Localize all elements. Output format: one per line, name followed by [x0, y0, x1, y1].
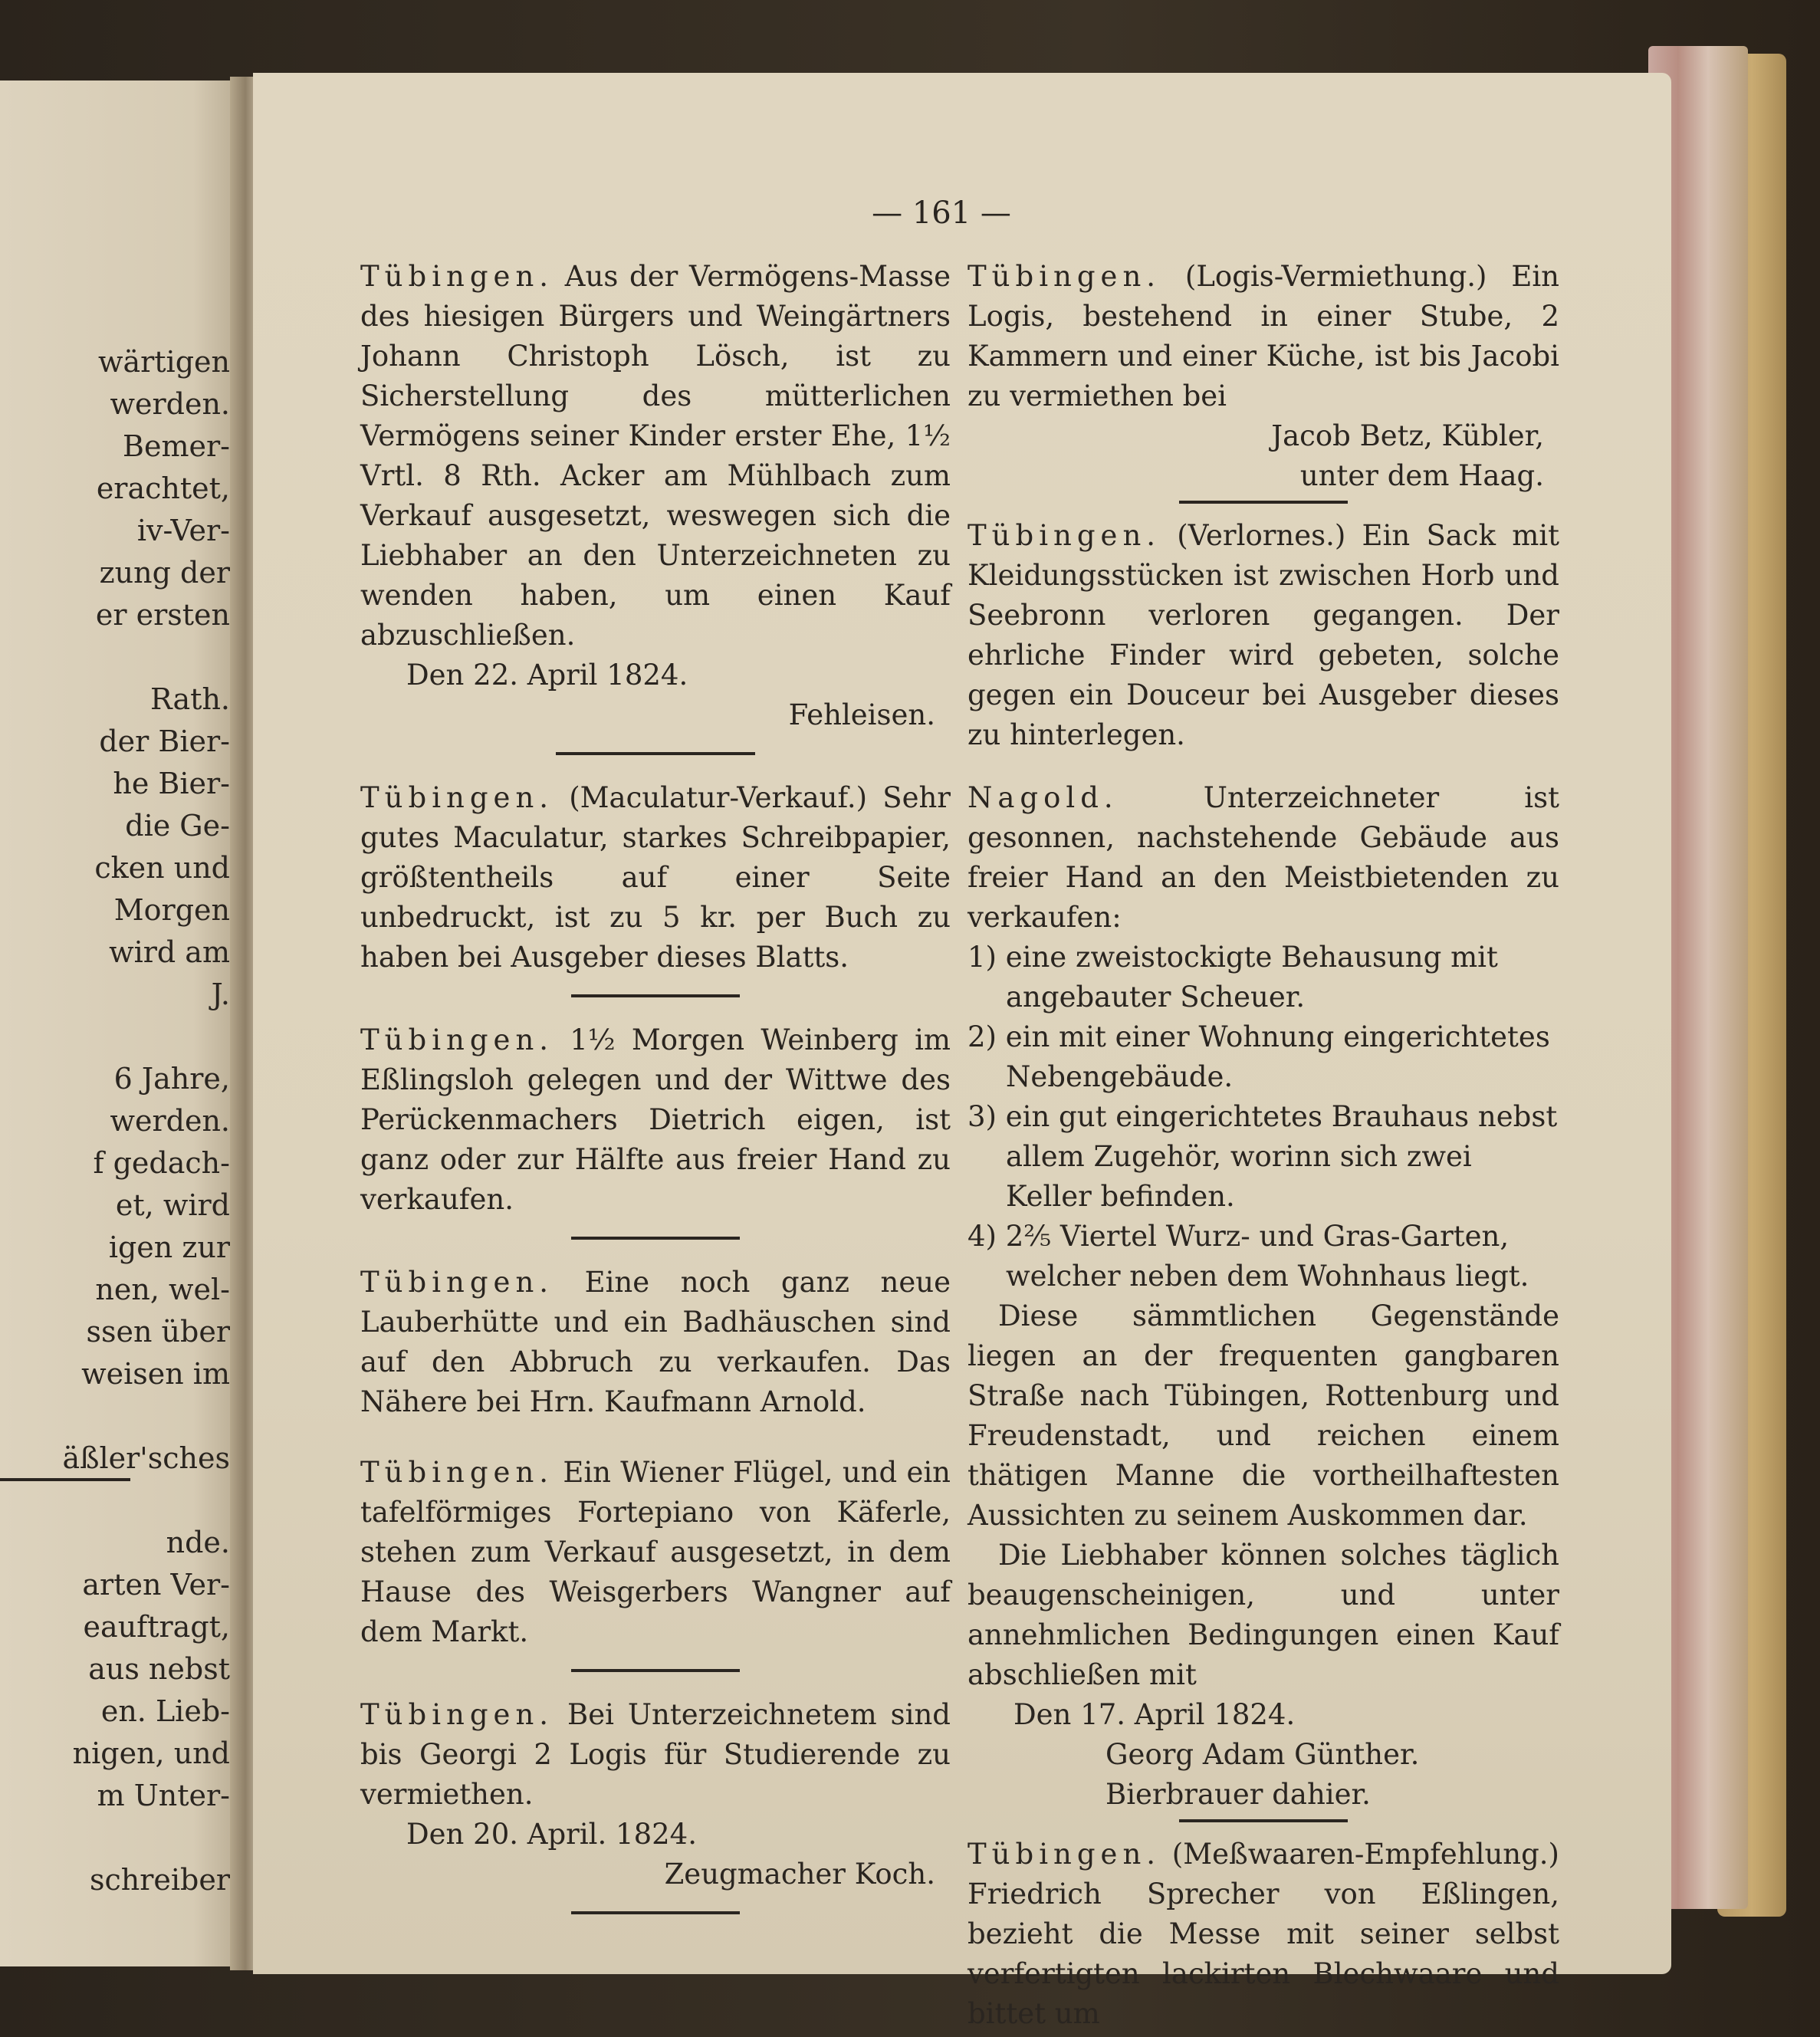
- left-page-rule: [0, 1478, 130, 1481]
- notice-signature-line: Jacob Betz, Kübler,: [1271, 419, 1544, 452]
- left-page-fragment: der Bier-: [99, 724, 230, 758]
- notice-signature-line: Bierbrauer dahier.: [1105, 1778, 1371, 1811]
- left-page-fragment: wird am: [109, 935, 230, 969]
- list-item: 1) eine zweistockigte Behausung mit angebauter Scheuer.: [967, 941, 1498, 1014]
- divider: [1179, 1819, 1348, 1822]
- left-page-fragment: Rath.: [150, 682, 230, 716]
- divider: [571, 994, 740, 997]
- notice-text: (Maculatur-Verkauf.) Sehr gutes Maculatur, starkes Schreibpapier, größtentheils auf einer Seite unbedruckt, ist zu 5 kr. per Buch zu haben bei Ausgeber dieses Blatts.: [360, 781, 951, 974]
- left-page-fragment: erachtet,: [96, 471, 230, 505]
- notice-lauberhuette: [360, 1263, 951, 1422]
- left-page-fragment: Bemer-: [123, 429, 230, 463]
- notice-text: Eine noch ganz neue Lauberhütte und ein Badhäuschen sind auf den Abbruch zu verkaufen. Das Nähere bei Hrn. Kaufmann Arnold.: [360, 1266, 951, 1418]
- notice-place: Tübingen.: [967, 1838, 1161, 1871]
- notice-place: Tübingen.: [360, 781, 554, 814]
- notice-fluegel: [360, 1453, 951, 1652]
- notice-text: Unterzeichneter ist gesonnen, nachstehende Gebäude aus freier Hand an den Meistbietenden zu verkaufen:: [967, 781, 1560, 934]
- notice-messwaaren: [967, 1835, 1559, 2034]
- notice-text: Die Liebhaber können solches täglich beaugenscheinigen, und unter annehmlichen Bedingungen einen Kauf abschließen mit: [967, 1539, 1559, 1691]
- column-left: [360, 257, 951, 1937]
- notice-signature-line: Georg Adam Günther.: [1105, 1738, 1420, 1771]
- notice-date: Den 20. April. 1824.: [406, 1818, 697, 1851]
- left-page-fragment: arten Ver-: [82, 1568, 230, 1602]
- left-page-fragment: er ersten: [95, 598, 230, 632]
- left-page-fragment: [0, 1395, 230, 1437]
- left-page-fragment: nde.: [166, 1526, 230, 1559]
- left-page-fragment: zung der: [99, 556, 230, 590]
- notice-signature: Zeugmacher Koch.: [664, 1858, 935, 1891]
- notice-signature-line: unter dem Haag.: [1299, 459, 1544, 492]
- notice-place: Tübingen.: [360, 1456, 554, 1489]
- notice-text: (Verlornes.) Ein Sack mit Kleidungsstücken ist zwischen Horb und Seebronn verloren gegangen. Der ehrliche Finder wird gebeten, solche gegen ein Douceur bei Ausgeber dieses zu hinterlegen.: [967, 519, 1560, 751]
- notice-text: Bei Unterzeichnetem sind bis Georgi 2 Logis für Studierende zu vermiethen.: [360, 1698, 951, 1811]
- left-page-fragment: äßler'sches: [62, 1441, 230, 1475]
- left-page-fragment: f gedach-: [93, 1146, 230, 1180]
- left-page-fragment: [0, 1016, 230, 1058]
- notice-logis-studierende: [360, 1695, 951, 1894]
- left-page-fragment: he Bier-: [113, 767, 230, 800]
- left-page-fragment: [0, 1480, 230, 1522]
- notice-place: Tübingen.: [360, 1023, 554, 1056]
- left-page-fragment: [0, 636, 230, 678]
- left-page-fragment: Morgen: [113, 893, 230, 927]
- column-right: [967, 257, 1559, 2034]
- page-number: — 161 —: [872, 195, 1011, 231]
- divider: [571, 1669, 740, 1672]
- left-page-text: [0, 341, 230, 1901]
- list-item: 4) 2⅖ Viertel Wurz- und Gras-Garten, welcher neben dem Wohnhaus liegt.: [967, 1220, 1529, 1293]
- left-page-fragment: iv-Ver-: [136, 514, 230, 547]
- list-item: 2) ein mit einer Wohnung eingerichtetes Nebengebäude.: [967, 1020, 1550, 1093]
- left-page-fragment: m Unter-: [97, 1779, 230, 1812]
- notice-maculatur: [360, 778, 951, 977]
- left-page-fragment: [0, 1817, 230, 1859]
- notice-text: 1½ Morgen Weinberg im Eßlingsloh gelegen und der Wittwe des Perückenmachers Dietrich eigen, ist ganz oder zur Hälfte aus freier Hand zu verkaufen.: [360, 1023, 951, 1216]
- notice-text: Diese sämmtlichen Gegenstände liegen an der frequenten gangbaren Straße nach Tübingen, Rottenburg und Freudenstadt, und reichen einem thätigen Manne die vortheilhaftesten Aussichten zu seinem Auskommen dar.: [967, 1299, 1559, 1532]
- left-page-fragment: nen, wel-: [95, 1273, 230, 1306]
- left-page-fragment: cken und: [94, 851, 230, 885]
- divider: [571, 1237, 740, 1240]
- divider: [1179, 501, 1348, 504]
- left-page-fragment: 6 Jahre,: [113, 1062, 230, 1096]
- notice-nagold: [967, 778, 1559, 1815]
- left-page-fragment: J.: [211, 977, 230, 1011]
- left-page-fragment: werden.: [110, 1104, 230, 1138]
- notice-date: Den 17. April 1824.: [1013, 1698, 1296, 1731]
- left-page-fragment: igen zur: [108, 1230, 230, 1264]
- left-page-fragment: nigen, und: [72, 1736, 230, 1770]
- left-page-fragment: aus nebst: [88, 1652, 230, 1686]
- notice-signature: Fehleisen.: [788, 698, 935, 731]
- left-page-fragment: weisen im: [81, 1357, 230, 1391]
- left-page-fragment: werden.: [110, 387, 230, 421]
- notice-date: Den 22. April 1824.: [406, 659, 688, 692]
- notice-place: Nagold.: [967, 781, 1119, 814]
- left-page-fragment: schreiber: [89, 1863, 230, 1897]
- divider: [556, 752, 755, 755]
- notice-logis-vermiethung: [967, 257, 1559, 496]
- left-page-fragment: en. Lieb-: [100, 1694, 230, 1728]
- divider: [571, 1911, 740, 1914]
- notice-place: Tübingen.: [967, 519, 1161, 552]
- notice-place: Tübingen.: [360, 1698, 554, 1731]
- left-page-fragment: et, wird: [115, 1188, 230, 1222]
- notice-verlornes: [967, 516, 1559, 755]
- notice-place: Tübingen.: [360, 1266, 554, 1299]
- notice-text: (Logis-Vermiethung.) Ein Logis, bestehend in einer Stube, 2 Kammern und einer Küche, ist bis Jacobi zu vermiethen bei: [967, 260, 1559, 412]
- notice-text: Aus der Vermögens-Masse des hiesigen Bürgers und Weingärtners Johann Christoph Lösch, ist zu Sicherstellung des mütterlichen Vermögens seiner Kinder erster Ehe, 1½ Vrtl. 8 Rth. Acker am Mühlbach zum Verkauf ausgesetzt, weswegen sich die Liebhaber an den Unterzeichneten zu wenden haben, um einen Kauf abzuschließen.: [360, 260, 951, 652]
- list-item: 3) ein gut eingerichtetes Brauhaus nebst allem Zugehör, worinn sich zwei Keller befinden.: [967, 1100, 1558, 1213]
- notice-place: Tübingen.: [360, 260, 554, 293]
- notice-text: (Meßwaaren-Empfehlung.) Friedrich Sprecher von Eßlingen, bezieht die Messe mit seiner selbst verfertigten lackirten Blechwaare und bittet um: [967, 1838, 1559, 2030]
- notice-place: Tübingen.: [967, 260, 1161, 293]
- left-page-fragment: ssen über: [86, 1315, 230, 1349]
- notice-text: Ein Wiener Flügel, und ein tafelförmiges Fortepiano von Käferle, stehen zum Verkauf ausgesetzt, in dem Hause des Weisgerbers Wangner auf dem Markt.: [360, 1456, 951, 1648]
- notice-weinberg: [360, 1020, 951, 1220]
- left-page-fragment: eauftragt,: [83, 1610, 230, 1644]
- left-page-fragment: wärtigen: [97, 345, 230, 379]
- left-page-fragment: die Ge-: [125, 809, 230, 843]
- notice-loesch: [360, 257, 951, 735]
- left-page: [0, 80, 241, 1966]
